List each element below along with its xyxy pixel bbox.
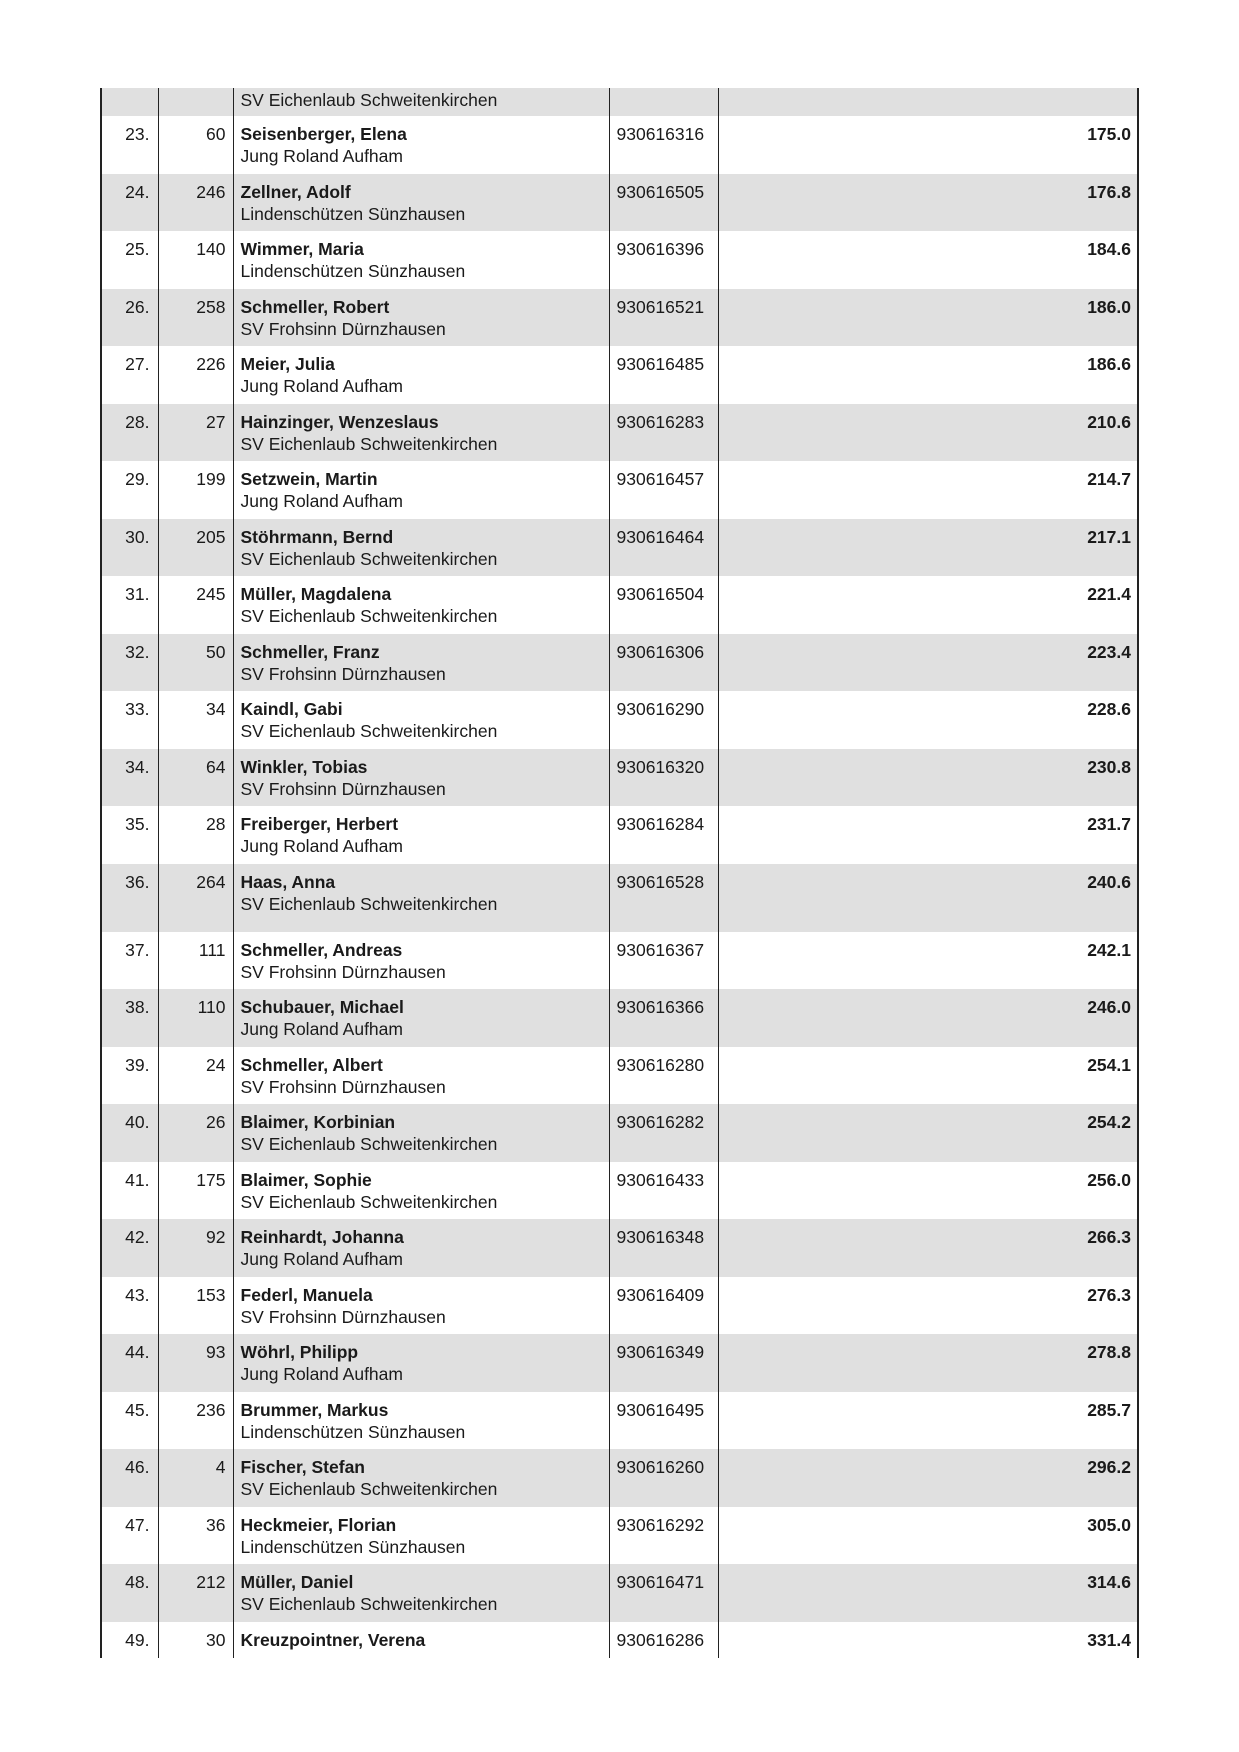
club-name: Jung Roland Aufham xyxy=(240,491,403,511)
name-club-cell xyxy=(233,231,609,289)
shooter-name: Hainzinger, Wenzeslaus xyxy=(240,411,439,432)
score-cell: 296.2 xyxy=(718,1449,1138,1507)
shooter-name: Fischer, Stefan xyxy=(240,1457,365,1477)
club-name: SV Eichenlaub Schweitenkirchen xyxy=(240,721,498,741)
score-cell: 228.6 xyxy=(1087,699,1131,719)
id-cell: 930616349 xyxy=(609,1334,718,1392)
id-cell: 930616433 xyxy=(609,1162,718,1220)
score-cell: 240.6 xyxy=(718,864,1138,932)
id-cell: 930616290 xyxy=(609,691,718,749)
continued-row xyxy=(101,88,1138,116)
score-cell: 175.0 xyxy=(1087,124,1131,144)
id-cell: 930616292 xyxy=(609,1507,718,1565)
id-cell: 930616504 xyxy=(609,576,718,634)
club-name: Jung Roland Aufham xyxy=(240,376,403,396)
bib-cell: 27 xyxy=(158,404,233,462)
table-row xyxy=(101,864,1138,932)
shooter-name: Wöhrl, Philipp xyxy=(240,1342,359,1362)
rank-cell: 38. xyxy=(101,989,158,1047)
table-row xyxy=(101,1449,1138,1507)
rank-cell: 24. xyxy=(101,174,158,232)
id-cell: 930616306 xyxy=(609,634,718,692)
club-name: Jung Roland Aufham xyxy=(240,146,403,166)
id-cell: 930616396 xyxy=(609,231,718,289)
rank-cell: 33. xyxy=(101,691,158,749)
bib-cell: 175 xyxy=(158,1162,233,1220)
shooter-name: Brummer, Markus xyxy=(240,1399,389,1420)
id-cell: 930616495 xyxy=(609,1392,718,1450)
name-club-cell xyxy=(233,1162,609,1220)
bib-cell: 205 xyxy=(158,519,233,577)
club-name: SV Frohsinn Dürnzhausen xyxy=(240,1076,446,1097)
score-cell: 221.4 xyxy=(1087,584,1131,604)
name-club-cell xyxy=(233,289,609,347)
shooter-name: Freiberger, Herbert xyxy=(240,814,399,834)
club-name: SV Eichenlaub Schweitenkirchen xyxy=(240,433,498,454)
bib-cell: 199 xyxy=(158,461,233,519)
name-club-cell xyxy=(233,634,609,692)
rank-cell: 44. xyxy=(101,1334,158,1392)
club-name: Jung Roland Aufham xyxy=(240,1364,403,1384)
score-cell: 223.4 xyxy=(718,634,1138,692)
table-row xyxy=(101,634,1138,692)
score-cell: 285.7 xyxy=(1087,1399,1131,1420)
name-club-cell xyxy=(233,864,609,932)
club-name: Lindenschützen Sünzhausen xyxy=(240,1421,466,1442)
table-row xyxy=(101,519,1138,577)
name-club-cell xyxy=(233,1334,609,1392)
bib-cell: 110 xyxy=(158,989,233,1047)
bib-cell: 4 xyxy=(158,1449,233,1507)
bib-cell: 246 xyxy=(158,174,233,232)
bib-cell: 24 xyxy=(158,1047,233,1105)
rank-cell: 48. xyxy=(101,1564,158,1622)
score-cell: 231.7 xyxy=(1087,814,1131,834)
club-name: Lindenschützen Sünzhausen xyxy=(240,203,466,224)
id-cell: 930616348 xyxy=(609,1219,718,1277)
bib-cell: 111 xyxy=(158,932,233,990)
score-cell: 246.0 xyxy=(718,989,1138,1047)
table-row xyxy=(101,174,1138,232)
shooter-name: Stöhrmann, Bernd xyxy=(240,526,394,547)
shooter-name: Blaimer, Sophie xyxy=(240,1169,372,1190)
id-cell: 930616471 xyxy=(609,1564,718,1622)
table-row xyxy=(101,1219,1138,1277)
id-cell: 930616260 xyxy=(609,1449,718,1507)
name-club-cell xyxy=(233,1449,609,1507)
shooter-name: Schmeller, Franz xyxy=(240,641,380,662)
table-row xyxy=(101,1564,1138,1622)
score-cell: 305.0 xyxy=(1087,1514,1131,1535)
bib-cell: 60 xyxy=(158,116,233,174)
name-club-cell xyxy=(233,932,609,990)
id-cell: 930616283 xyxy=(609,404,718,462)
rank-cell: 29. xyxy=(101,461,158,519)
score-cell: 230.8 xyxy=(718,749,1138,807)
bib-cell: 264 xyxy=(158,864,233,932)
rank-cell: 46. xyxy=(101,1449,158,1507)
score-cell: 186.0 xyxy=(718,289,1138,347)
table-row xyxy=(101,116,1138,174)
name-club-cell xyxy=(233,806,609,864)
id-cell: 930616528 xyxy=(609,864,718,932)
shooter-name: Blaimer, Korbinian xyxy=(240,1112,396,1132)
table-row xyxy=(101,989,1138,1047)
id-cell: 930616464 xyxy=(609,519,718,577)
name-club-cell xyxy=(233,174,609,232)
club-name: SV Frohsinn Dürnzhausen xyxy=(240,663,446,684)
name-club-cell xyxy=(233,1507,609,1565)
rank-cell: 43. xyxy=(101,1277,158,1335)
bib-cell: 92 xyxy=(158,1219,233,1277)
table-row xyxy=(101,1392,1138,1450)
club-name: SV Frohsinn Dürnzhausen xyxy=(240,778,446,799)
score-cell: 186.6 xyxy=(1087,354,1131,374)
table-row xyxy=(101,461,1138,519)
id-cell: 930616366 xyxy=(609,989,718,1047)
name-club-cell xyxy=(233,404,609,462)
score-cell: 331.4 xyxy=(1087,1629,1131,1650)
name-club-cell xyxy=(233,116,609,174)
rank-cell: 39. xyxy=(101,1047,158,1105)
shooter-name: Müller, Magdalena xyxy=(240,584,392,604)
shooter-name: Schmeller, Robert xyxy=(240,296,390,317)
id-cell: 930616320 xyxy=(609,749,718,807)
rank-cell: 27. xyxy=(101,346,158,404)
rank-cell: 26. xyxy=(101,289,158,347)
score-cell: 278.8 xyxy=(718,1334,1138,1392)
rank-cell: 23. xyxy=(101,116,158,174)
bib-cell: 50 xyxy=(158,634,233,692)
id-cell: 930616505 xyxy=(609,174,718,232)
table-row xyxy=(101,289,1138,347)
score-cell: 176.8 xyxy=(718,174,1138,232)
score-cell: 184.6 xyxy=(1087,239,1131,259)
name-club-cell xyxy=(233,1219,609,1277)
club-name: SV Eichenlaub Schweitenkirchen xyxy=(240,893,498,914)
club-name: SV Eichenlaub Schweitenkirchen xyxy=(240,90,498,110)
bib-cell: 28 xyxy=(158,806,233,864)
rank-cell: 40. xyxy=(101,1104,158,1162)
shooter-name: Haas, Anna xyxy=(240,871,336,892)
score-cell: 254.1 xyxy=(1087,1054,1131,1075)
bib-cell: 36 xyxy=(158,1507,233,1565)
table-row xyxy=(101,1507,1138,1565)
name-club-cell xyxy=(233,989,609,1047)
shooter-name: Federl, Manuela xyxy=(240,1284,373,1305)
id-cell: 930616457 xyxy=(609,461,718,519)
bib-cell: 245 xyxy=(158,576,233,634)
rank-cell: 32. xyxy=(101,634,158,692)
score-cell: 276.3 xyxy=(1087,1284,1131,1305)
name-club-cell xyxy=(233,691,609,749)
rank-cell: 31. xyxy=(101,576,158,634)
table-row xyxy=(101,1334,1138,1392)
table-row xyxy=(101,231,1138,289)
name-club-cell xyxy=(233,461,609,519)
table-row xyxy=(101,932,1138,990)
shooter-name: Reinhardt, Johanna xyxy=(240,1227,404,1247)
table-row xyxy=(101,1622,1138,1658)
club-name: Lindenschützen Sünzhausen xyxy=(240,261,466,281)
shooter-name: Zellner, Adolf xyxy=(240,181,351,202)
rank-cell: 30. xyxy=(101,519,158,577)
score-cell: 266.3 xyxy=(718,1219,1138,1277)
id-cell: 930616280 xyxy=(609,1047,718,1105)
table-row xyxy=(101,1047,1138,1105)
score-cell: 254.2 xyxy=(718,1104,1138,1162)
shooter-name: Kaindl, Gabi xyxy=(240,699,343,719)
results-table xyxy=(100,88,1139,1658)
table-row xyxy=(101,749,1138,807)
shooter-name: Seisenberger, Elena xyxy=(240,124,407,144)
name-club-cell xyxy=(233,1564,609,1622)
shooter-name: Müller, Daniel xyxy=(240,1572,354,1592)
club-name: Jung Roland Aufham xyxy=(240,836,403,856)
shooter-name: Heckmeier, Florian xyxy=(240,1514,397,1535)
shooter-name: Meier, Julia xyxy=(240,354,335,374)
table-row xyxy=(101,806,1138,864)
table-row xyxy=(101,1162,1138,1220)
club-name: SV Frohsinn Dürnzhausen xyxy=(240,961,446,982)
id-cell: 930616284 xyxy=(609,806,718,864)
bib-cell: 93 xyxy=(158,1334,233,1392)
rank-cell: 45. xyxy=(101,1392,158,1450)
bib-cell: 34 xyxy=(158,691,233,749)
bib-cell: 236 xyxy=(158,1392,233,1450)
table-row xyxy=(101,576,1138,634)
score-cell: 214.7 xyxy=(1087,469,1131,489)
table-row xyxy=(101,691,1138,749)
score-cell: 210.6 xyxy=(718,404,1138,462)
shooter-name: Kreuzpointner, Verena xyxy=(240,1629,426,1650)
club-name: SV Eichenlaub Schweitenkirchen xyxy=(240,1191,498,1212)
shooter-name: Schmeller, Andreas xyxy=(240,939,403,960)
rank-cell: 47. xyxy=(101,1507,158,1565)
rank-cell: 41. xyxy=(101,1162,158,1220)
rank-cell: 36. xyxy=(101,864,158,932)
score-cell: 314.6 xyxy=(718,1564,1138,1622)
id-cell: 930616521 xyxy=(609,289,718,347)
rank-cell: 49. xyxy=(101,1622,158,1658)
bib-cell: 212 xyxy=(158,1564,233,1622)
name-club-cell xyxy=(233,1622,609,1658)
name-club-cell xyxy=(233,1392,609,1450)
club-name: SV Frohsinn Dürnzhausen xyxy=(240,1306,446,1327)
rank-cell: 25. xyxy=(101,231,158,289)
bib-cell: 26 xyxy=(158,1104,233,1162)
name-club-cell xyxy=(233,1047,609,1105)
name-club-cell xyxy=(233,749,609,807)
table-row xyxy=(101,346,1138,404)
rank-cell: 34. xyxy=(101,749,158,807)
bib-cell: 258 xyxy=(158,289,233,347)
shooter-name: Wimmer, Maria xyxy=(240,239,364,259)
id-cell: 930616286 xyxy=(609,1622,718,1658)
table-row xyxy=(101,404,1138,462)
score-cell: 256.0 xyxy=(1087,1169,1131,1190)
name-club-cell xyxy=(233,576,609,634)
rank-cell: 35. xyxy=(101,806,158,864)
id-cell: 930616282 xyxy=(609,1104,718,1162)
rank-cell: 42. xyxy=(101,1219,158,1277)
name-club-cell xyxy=(233,1277,609,1335)
id-cell: 930616367 xyxy=(609,932,718,990)
shooter-name: Setzwein, Martin xyxy=(240,469,378,489)
club-name: SV Eichenlaub Schweitenkirchen xyxy=(240,1134,498,1154)
bib-cell: 140 xyxy=(158,231,233,289)
shooter-name: Winkler, Tobias xyxy=(240,756,368,777)
club-name: Jung Roland Aufham xyxy=(240,1249,403,1269)
club-name: SV Frohsinn Dürnzhausen xyxy=(240,318,446,339)
bib-cell: 153 xyxy=(158,1277,233,1335)
club-name: Lindenschützen Sünzhausen xyxy=(240,1536,466,1557)
id-cell: 930616316 xyxy=(609,116,718,174)
id-cell: 930616409 xyxy=(609,1277,718,1335)
bib-cell: 30 xyxy=(158,1622,233,1658)
club-name: SV Eichenlaub Schweitenkirchen xyxy=(240,1594,498,1614)
club-name: SV Eichenlaub Schweitenkirchen xyxy=(240,1479,498,1499)
name-club-cell xyxy=(233,519,609,577)
name-club-cell xyxy=(233,1104,609,1162)
score-cell: 217.1 xyxy=(718,519,1138,577)
club-name: SV Eichenlaub Schweitenkirchen xyxy=(240,548,498,569)
table-row xyxy=(101,1104,1138,1162)
bib-cell: 226 xyxy=(158,346,233,404)
name-club-cell xyxy=(233,346,609,404)
id-cell: 930616485 xyxy=(609,346,718,404)
rank-cell: 28. xyxy=(101,404,158,462)
club-name: SV Eichenlaub Schweitenkirchen xyxy=(240,606,498,626)
bib-cell: 64 xyxy=(158,749,233,807)
table-row xyxy=(101,1277,1138,1335)
club-name: Jung Roland Aufham xyxy=(240,1019,403,1039)
rank-cell: 37. xyxy=(101,932,158,990)
score-cell: 242.1 xyxy=(1087,939,1131,960)
shooter-name: Schmeller, Albert xyxy=(240,1054,383,1075)
shooter-name: Schubauer, Michael xyxy=(240,997,404,1017)
